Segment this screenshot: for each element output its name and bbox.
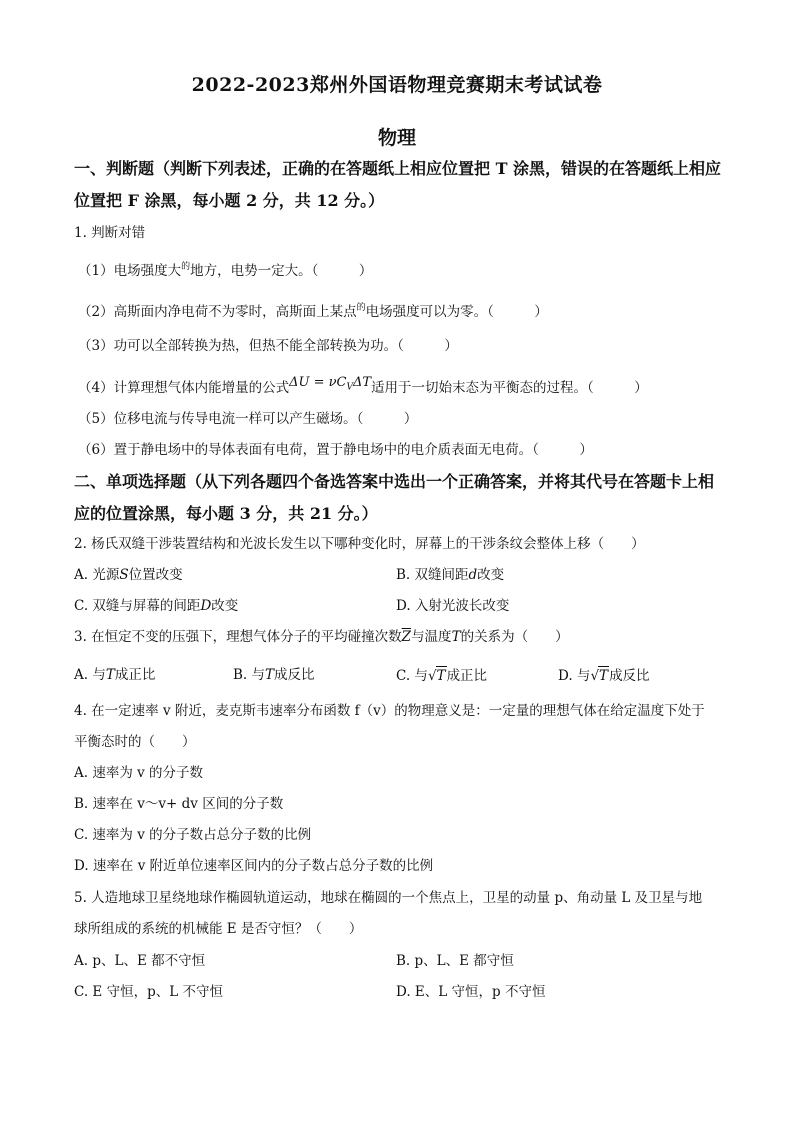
q3-stem-pre: 3. 在恒定不变的压强下，理想气体分子的平均碰撞次数 (74, 629, 402, 645)
q3-a-text1: A. 与 (74, 667, 106, 683)
q2-b-text1: B. 双缝间距 (396, 567, 469, 583)
q4-stem-line2: 平衡态时的（ ） (74, 734, 196, 750)
q3-c-var: T (436, 668, 446, 684)
q4-option-b: B. 速率在 v～v+ dv 区间的分子数 (74, 796, 284, 812)
q1-item-2 (78, 303, 548, 323)
q3-option-a (74, 666, 155, 684)
q2-stem: 2. 杨氏双缝干涉装置结构和光波长发生以下哪种变化时，屏幕上的干涉条纹会整体上移（ ） (74, 536, 645, 552)
q2-b-text2: 改变 (477, 567, 505, 583)
q3-d-text1: D. 与 (558, 668, 591, 684)
q2-a-text2: 位置改变 (128, 567, 183, 583)
section1-heading-line2: 位置把 F 涂黑，每小题 2 分，共 12 分。） (74, 191, 385, 210)
section2-heading-line1: 二、单项选择题（从下列各题四个备选答案中选出一个正确答案，并将其代号在答题卡上相 (74, 472, 715, 491)
q1-item-1 (78, 262, 372, 282)
q3-b-text1: B. 与 (233, 667, 266, 683)
q3-c-text2: 成正比 (446, 668, 488, 684)
q2-c-text2: 改变 (211, 598, 239, 614)
q3-a-var: T (105, 667, 115, 683)
q3-stem-post: 的关系为（ ） (460, 629, 569, 645)
q1-item-4 (78, 375, 648, 403)
q3-b-text2: 成反比 (274, 667, 315, 683)
q1-item-5: （5）位移电流与传导电流一样可以产生磁场。（ ） (78, 411, 418, 427)
q3-d-var: T (599, 668, 609, 684)
q1-item-1-pre: （1）电场强度大 (78, 263, 182, 279)
q1-item-4-pre: （4）计算理想气体内能增量的公式 (78, 380, 290, 396)
q2-option-a (74, 566, 183, 584)
q2-c-var: D (200, 598, 212, 614)
q1-item-4-formula (289, 375, 372, 393)
sqrt-sign: √ (427, 668, 437, 684)
subject-heading: 物理 (377, 127, 416, 149)
q1-title: 1. 判断对错 (74, 225, 146, 241)
formula-subscript: V (346, 382, 353, 393)
q3-option-c (396, 666, 487, 685)
q3-stem-z: $\overline{Z}$ (401, 629, 412, 645)
formula-part-a: ΔU = νC (289, 375, 347, 390)
q5-option-a: A. p、L、E 都不守恒 (74, 953, 206, 969)
q3-a-text2: 成正比 (114, 667, 156, 683)
q4-option-a: A. 速率为 v 的分子数 (74, 765, 204, 781)
sqrt-sign: √ (590, 668, 600, 684)
q5-stem-line2: 球所组成的系统的机械能 E 是否守恒？（ ） (74, 921, 363, 937)
q4-stem-line1: 4. 在一定速率 v 附近，麦克斯韦速率分布函数 f（v）的物理意义是：一定量的理想气体在给定温度下处于 (74, 703, 705, 719)
q2-a-text1: A. 光源 (74, 567, 120, 583)
q1-item-2-pre: （2）高斯面内净电荷不为零时，高斯面上某点 (78, 304, 357, 320)
q2-b-var: d (468, 567, 478, 583)
q2-option-b (396, 566, 504, 584)
q3-c-text1: C. 与 (396, 668, 428, 684)
q5-option-c: C. E 守恒，p、L 不守恒 (74, 984, 223, 1000)
q1-item-1-post: 地方，电势一定大。（ ） (190, 263, 373, 279)
q2-a-var: S (119, 567, 129, 583)
q3-stem-t: T (451, 629, 461, 645)
formula-part-b: ΔT (352, 375, 372, 390)
q1-item-4-post: 适用于一切始末态为平衡态的过程。（ ） (371, 380, 648, 396)
section1-heading-line1: 一、判断题（判断下列表述，正确的在答题纸上相应位置把 T 涂黑，错误的在答题纸上相应 (74, 159, 722, 178)
q3-stem-mid: 与温度 (411, 629, 452, 645)
q4-option-d: D. 速率在 v 附近单位速率区间内的分子数占总分子数的比例 (74, 858, 434, 874)
q1-item-6: （6）置于静电场中的导体表面有电荷，置于静电场中的电介质表面无电荷。（ ） (78, 442, 593, 458)
q2-c-text1: C. 双缝与屏幕的间距 (74, 598, 201, 614)
q5-stem-line1: 5. 人造地球卫星绕地球作椭圆轨道运动，地球在椭圆的一个焦点上，卫星的动量 p、角动量 L 及卫星与地 (74, 890, 703, 906)
q3-option-d (558, 666, 650, 685)
q3-option-b (233, 666, 315, 684)
q2-option-c (74, 597, 238, 615)
q1-item-1-small: 的 (181, 262, 191, 272)
q2-option-d: D. 入射光波长改变 (396, 598, 510, 614)
q3-b-var: T (265, 667, 275, 683)
q4-option-c: C. 速率为 v 的分子数占总分子数的比例 (74, 827, 312, 843)
q1-item-2-small: 的 (356, 303, 366, 313)
q1-item-2-post: 电场强度可以为零。（ ） (365, 304, 548, 320)
q3-stem (74, 628, 569, 646)
q5-option-b: B. p、L、E 都守恒 (396, 953, 514, 969)
q1-item-3: （3）功可以全部转换为热，但热不能全部转换为功。（ ） (78, 338, 458, 354)
exam-title: 2022-2023郑州外国语物理竞赛期末考试试卷 (191, 74, 603, 96)
q5-option-d: D. E、L 守恒，p 不守恒 (396, 984, 546, 1000)
q3-d-text2: 成反比 (609, 668, 650, 684)
section2-heading-line2: 应的位置涂黑，每小题 3 分，共 21 分。） (74, 504, 378, 523)
